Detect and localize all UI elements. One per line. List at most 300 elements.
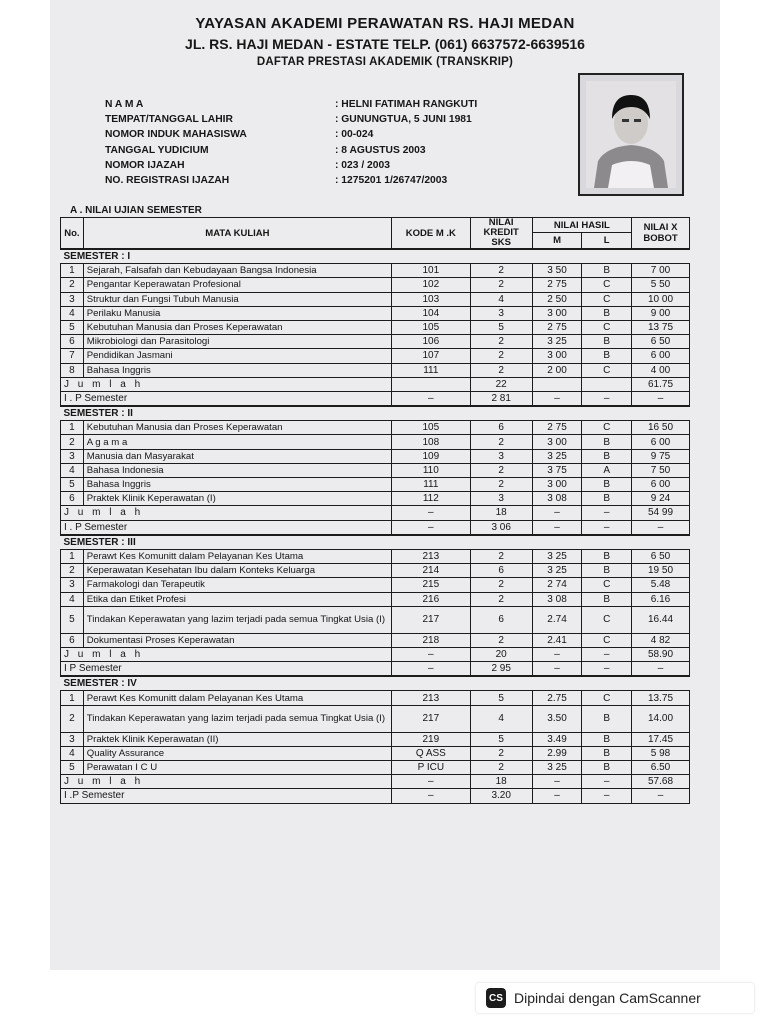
course-code: 104 [392,306,471,320]
student-info [105,97,575,188]
course-sks: 5 [470,732,532,746]
course-code: 218 [392,633,471,647]
course-grade-m: 3 25 [532,449,582,463]
course-name: Struktur dan Fungsi Tubuh Manusia [83,292,391,306]
course-no: 1 [61,549,84,563]
course-weighted: 5.48 [632,578,690,592]
course-grade-l: C [582,691,632,705]
course-grade-m: 3 00 [532,349,582,363]
ip-row-bobot: – [632,391,690,406]
course-name: Bahasa Inggris [83,478,391,492]
course-row [61,335,690,349]
course-grade-m: 2 00 [532,363,582,377]
ip-row [61,789,690,803]
ip-row-bobot: – [632,662,690,677]
course-grade-m: 2 75 [532,421,582,435]
course-sks: 2 [470,478,532,492]
semester-title: SEMESTER : II [61,406,690,421]
course-grade-m: 2 74 [532,578,582,592]
transcript-page [50,0,720,970]
course-sks: 2 [470,463,532,477]
ip-row-m: – [532,789,582,803]
course-grade-l: A [582,463,632,477]
student-info-row [105,173,575,188]
course-row [61,306,690,320]
course-grade-l: B [582,761,632,775]
course-grade-l: C [582,292,632,306]
student-info-row [105,112,575,127]
col-hasil-m: M [532,233,582,249]
course-row [61,592,690,606]
course-weighted: 14.00 [632,705,690,732]
col-bobot: NILAI X BOBOT [632,218,690,250]
course-grade-l: B [582,349,632,363]
ip-row-label: I P Semester [61,662,392,677]
course-weighted: 6 00 [632,478,690,492]
course-weighted: 6 00 [632,435,690,449]
institution-name: YAYASAN AKADEMI PERAWATAN RS. HAJI MEDAN [195,15,575,32]
course-code: 111 [392,478,471,492]
course-grade-m: 3 00 [532,478,582,492]
course-sks: 2 [470,435,532,449]
ip-row-sks: 2 95 [470,662,532,677]
course-weighted: 7 50 [632,463,690,477]
ip-row-label: I . P Semester [61,520,392,535]
semester-title: SEMESTER : I [61,249,690,264]
course-sks: 2 [470,264,532,278]
student-info-label: TANGGAL YUDICIUM [105,144,209,156]
course-no: 4 [61,306,84,320]
student-info-value: : HELNI FATIMAH RANGKUTI [335,99,478,110]
course-weighted: 5 98 [632,746,690,760]
course-grade-m: 3 00 [532,435,582,449]
total-row-m: – [532,775,582,789]
student-photo [578,73,684,196]
course-sks: 5 [470,320,532,334]
student-info-label: NO. REGISTRASI IJAZAH [105,174,230,186]
course-grade-m: 2 75 [532,278,582,292]
course-sks: 3 [470,492,532,506]
total-row-label: J u m l a h [61,775,392,789]
course-sks: 4 [470,705,532,732]
col-kode: KODE M .K [392,218,471,250]
course-no: 7 [61,349,84,363]
course-grade-m: 2 50 [532,292,582,306]
total-row [61,775,690,789]
course-no: 4 [61,746,84,760]
total-row-code: – [392,506,471,520]
course-grade-l: B [582,705,632,732]
course-grade-m: 3 25 [532,549,582,563]
course-weighted: 4 82 [632,633,690,647]
camscanner-watermark [476,983,754,1013]
course-sks: 6 [470,606,532,633]
student-info-row [105,127,575,142]
course-row [61,449,690,463]
course-sks: 2 [470,761,532,775]
total-row-l: – [582,775,632,789]
total-row-code: – [392,647,471,661]
course-code: 219 [392,732,471,746]
ip-row-l: – [582,520,632,535]
student-info-value: : GUNUNGTUA, 5 JUNI 1981 [335,114,472,126]
course-weighted: 4 00 [632,363,690,377]
total-row-bobot: 58.90 [632,647,690,661]
course-grade-l: C [582,606,632,633]
course-code: Q ASS [392,746,471,760]
course-grade-m: 2.74 [532,606,582,633]
course-grade-m: 3 25 [532,335,582,349]
student-info-label: TEMPAT/TANGGAL LAHIR [105,114,233,126]
course-sks: 2 [470,278,532,292]
course-no: 6 [61,492,84,506]
course-grade-m: 3 75 [532,463,582,477]
course-no: 5 [61,478,84,492]
course-grade-l: B [582,564,632,578]
course-no: 8 [61,363,84,377]
course-sks: 3 [470,449,532,463]
course-sks: 2 [470,363,532,377]
course-name: Quality Assurance [83,746,391,760]
course-grade-m: 3 08 [532,492,582,506]
course-grade-m: 2 75 [532,320,582,334]
ip-row-label: I .P Semester [61,789,392,803]
course-no: 2 [61,705,84,732]
course-weighted: 10 00 [632,292,690,306]
course-name: Perawatan I C U [83,761,391,775]
course-grade-m: 3 25 [532,761,582,775]
course-name: Praktek Klinik Keperawatan (I) [83,492,391,506]
course-grade-m: 2.41 [532,633,582,647]
course-code: 102 [392,278,471,292]
course-grade-l: B [582,549,632,563]
course-grade-l: B [582,335,632,349]
ip-row-m: – [532,662,582,677]
course-no: 4 [61,463,84,477]
course-no: 3 [61,578,84,592]
total-row-m: – [532,647,582,661]
course-name: A g a m a [83,435,391,449]
semester-header-row [61,676,690,691]
total-row-sks: 18 [470,775,532,789]
course-no: 3 [61,732,84,746]
course-code: P ICU [392,761,471,775]
course-no: 5 [61,761,84,775]
course-name: Praktek Klinik Keperawatan (II) [83,732,391,746]
col-hasil-l: L [582,233,632,249]
course-code: 109 [392,449,471,463]
course-name: Pendidikan Jasmani [83,349,391,363]
ip-row-m: – [532,520,582,535]
course-grade-m: 3 50 [532,264,582,278]
course-code: 216 [392,592,471,606]
course-grade-l: B [582,306,632,320]
course-code: 103 [392,292,471,306]
course-no: 6 [61,633,84,647]
course-grade-m: 3 08 [532,592,582,606]
course-no: 1 [61,264,84,278]
course-row [61,264,690,278]
col-kredit: NILAI KREDIT SKS [470,218,532,250]
course-row [61,761,690,775]
course-grade-m: 3.49 [532,732,582,746]
course-name: Perawt Kes Komunitt dalam Pelayanan Kes Utama [83,691,391,705]
course-grade-m: 2.99 [532,746,582,760]
course-row [61,578,690,592]
col-mata-kuliah: MATA KULIAH [83,218,391,250]
semester-header-row [61,249,690,264]
ip-row-l: – [582,391,632,406]
course-name: Keperawatan Kesehatan Ibu dalam Konteks Keluarga [83,564,391,578]
course-name: Farmakologi dan Terapeutik [83,578,391,592]
course-name: Dokumentasi Proses Keperawatan [83,633,391,647]
ip-row-sks: 3.20 [470,789,532,803]
total-row-sks: 22 [470,377,532,391]
course-weighted: 19 50 [632,564,690,578]
course-row [61,435,690,449]
course-weighted: 6 50 [632,335,690,349]
course-sks: 2 [470,335,532,349]
ip-row-m: – [532,391,582,406]
course-grade-l: B [582,746,632,760]
course-weighted: 16.44 [632,606,690,633]
col-no: No. [61,218,84,250]
student-info-label: NOMOR IJAZAH [105,159,185,171]
course-weighted: 9 75 [632,449,690,463]
course-name: Bahasa Indonesia [83,463,391,477]
course-weighted: 9 24 [632,492,690,506]
course-name: Tindakan Keperawatan yang lazim terjadi pada semua Tingkat Usia (I) [83,705,391,732]
course-code: 217 [392,705,471,732]
ip-row-code: – [392,662,471,677]
course-grade-l: B [582,435,632,449]
course-no: 3 [61,449,84,463]
course-sks: 2 [470,592,532,606]
course-name: Sejarah, Falsafah dan Kebudayaan Bangsa Indonesia [83,264,391,278]
course-code: 213 [392,549,471,563]
ip-row-code: – [392,520,471,535]
course-name: Pengantar Keperawatan Profesional [83,278,391,292]
course-code: 111 [392,363,471,377]
course-sks: 2 [470,578,532,592]
course-grade-l: B [582,478,632,492]
document-title: DAFTAR PRESTASI AKADEMIK (TRANSKRIP) [256,56,514,68]
camscanner-text: Dipindai dengan CamScanner [514,990,701,1006]
course-name: Tindakan Keperawatan yang lazim terjadi pada semua Tingkat Usia (I) [83,606,391,633]
total-row-bobot: 61.75 [632,377,690,391]
total-row-l: – [582,647,632,661]
ip-row-sks: 3 06 [470,520,532,535]
course-sks: 2 [470,549,532,563]
course-sks: 3 [470,306,532,320]
course-weighted: 6.16 [632,592,690,606]
student-info-value: : 8 AGUSTUS 2003 [335,144,426,156]
ip-row-code: – [392,391,471,406]
semester-header-row [61,535,690,550]
course-grade-m: 2.75 [532,691,582,705]
semester-header-row [61,406,690,421]
course-no: 3 [61,292,84,306]
col-hasil: NILAI HASIL [532,218,631,233]
ip-row-bobot: – [632,789,690,803]
course-row [61,349,690,363]
course-name: Perawt Kes Komunitt dalam Pelayanan Kes Utama [83,549,391,563]
student-info-value: : 1275201 1/26747/2003 [335,174,448,186]
ip-row-code: – [392,789,471,803]
course-sks: 6 [470,421,532,435]
student-info-value: : 023 / 2003 [335,159,390,171]
course-row [61,732,690,746]
course-row [61,492,690,506]
ip-row-label: I . P Semester [61,391,392,406]
course-weighted: 13 75 [632,320,690,334]
course-row [61,746,690,760]
course-weighted: 6 00 [632,349,690,363]
total-row [61,377,690,391]
student-info-row [105,97,575,112]
ip-row-bobot: – [632,520,690,535]
course-row [61,606,690,633]
ip-row-l: – [582,789,632,803]
course-row [61,691,690,705]
course-grade-l: C [582,578,632,592]
total-row-label: J u m l a h [61,377,392,391]
total-row-label: J u m l a h [61,647,392,661]
course-name: Bahasa Inggris [83,363,391,377]
course-no: 1 [61,691,84,705]
course-grade-l: C [582,633,632,647]
course-sks: 2 [470,633,532,647]
course-grade-l: C [582,363,632,377]
course-grade-l: C [582,278,632,292]
ip-row [61,391,690,406]
course-weighted: 7 00 [632,264,690,278]
course-weighted: 6.50 [632,761,690,775]
course-code: 217 [392,606,471,633]
course-grade-l: C [582,421,632,435]
section-title: A . NILAI UJIAN SEMESTER [70,205,202,216]
student-info-value: : 00-024 [335,129,374,141]
course-name: Perilaku Manusia [83,306,391,320]
course-row [61,278,690,292]
course-row [61,421,690,435]
camscanner-icon: CS [486,988,506,1008]
total-row-l [582,377,632,391]
course-weighted: 16 50 [632,421,690,435]
student-info-label: NOMOR INDUK MAHASISWA [105,129,247,141]
photo-image [586,81,676,188]
semester-title: SEMESTER : III [61,535,690,550]
course-grade-l: C [582,320,632,334]
course-code: 213 [392,691,471,705]
student-info-row [105,143,575,158]
grades-table [60,217,690,804]
course-sks: 4 [470,292,532,306]
ip-row-l: – [582,662,632,677]
student-info-label: N A M A [105,99,144,110]
total-row-code: – [392,775,471,789]
course-name: Mikrobiologi dan Parasitologi [83,335,391,349]
total-row-l: – [582,506,632,520]
course-grade-m: 3.50 [532,705,582,732]
course-weighted: 9 00 [632,306,690,320]
total-row-sks: 20 [470,647,532,661]
course-code: 110 [392,463,471,477]
course-weighted: 13.75 [632,691,690,705]
total-row-code [392,377,471,391]
course-grade-l: B [582,492,632,506]
course-no: 2 [61,278,84,292]
course-weighted: 17.45 [632,732,690,746]
course-grade-m: 3 25 [532,564,582,578]
course-grade-m: 3 00 [532,306,582,320]
course-code: 214 [392,564,471,578]
course-weighted: 6 50 [632,549,690,563]
course-row [61,363,690,377]
course-sks: 2 [470,349,532,363]
course-row [61,478,690,492]
course-weighted: 5 50 [632,278,690,292]
total-row-m: – [532,506,582,520]
course-code: 107 [392,349,471,363]
total-row-bobot: 54 99 [632,506,690,520]
course-name: Etika dan Etiket Profesi [83,592,391,606]
course-row [61,463,690,477]
course-code: 105 [392,320,471,334]
course-code: 215 [392,578,471,592]
course-no: 6 [61,335,84,349]
ip-row [61,662,690,677]
course-sks: 2 [470,746,532,760]
course-code: 105 [392,421,471,435]
total-row-m [532,377,582,391]
total-row-label: J u m l a h [61,506,392,520]
course-row [61,564,690,578]
institution-address: JL. RS. HAJI MEDAN - ESTATE TELP. (061) 6637572-6639516 [185,36,585,52]
course-code: 112 [392,492,471,506]
course-code: 106 [392,335,471,349]
course-grade-l: B [582,592,632,606]
student-info-row [105,158,575,173]
ip-row [61,520,690,535]
course-name: Kebutuhan Manusia dan Proses Keperawatan [83,320,391,334]
total-row [61,647,690,661]
course-row [61,633,690,647]
course-no: 2 [61,564,84,578]
course-row [61,292,690,306]
course-row [61,320,690,334]
course-name: Manusia dan Masyarakat [83,449,391,463]
course-code: 108 [392,435,471,449]
course-no: 5 [61,320,84,334]
course-grade-l: B [582,449,632,463]
total-row-sks: 18 [470,506,532,520]
course-grade-l: B [582,264,632,278]
course-sks: 6 [470,564,532,578]
course-no: 1 [61,421,84,435]
course-no: 2 [61,435,84,449]
course-no: 4 [61,592,84,606]
course-row [61,549,690,563]
ip-row-sks: 2 81 [470,391,532,406]
course-grade-l: B [582,732,632,746]
total-row-bobot: 57.68 [632,775,690,789]
semester-title: SEMESTER : IV [61,676,690,691]
total-row [61,506,690,520]
course-sks: 5 [470,691,532,705]
course-row [61,705,690,732]
course-code: 101 [392,264,471,278]
